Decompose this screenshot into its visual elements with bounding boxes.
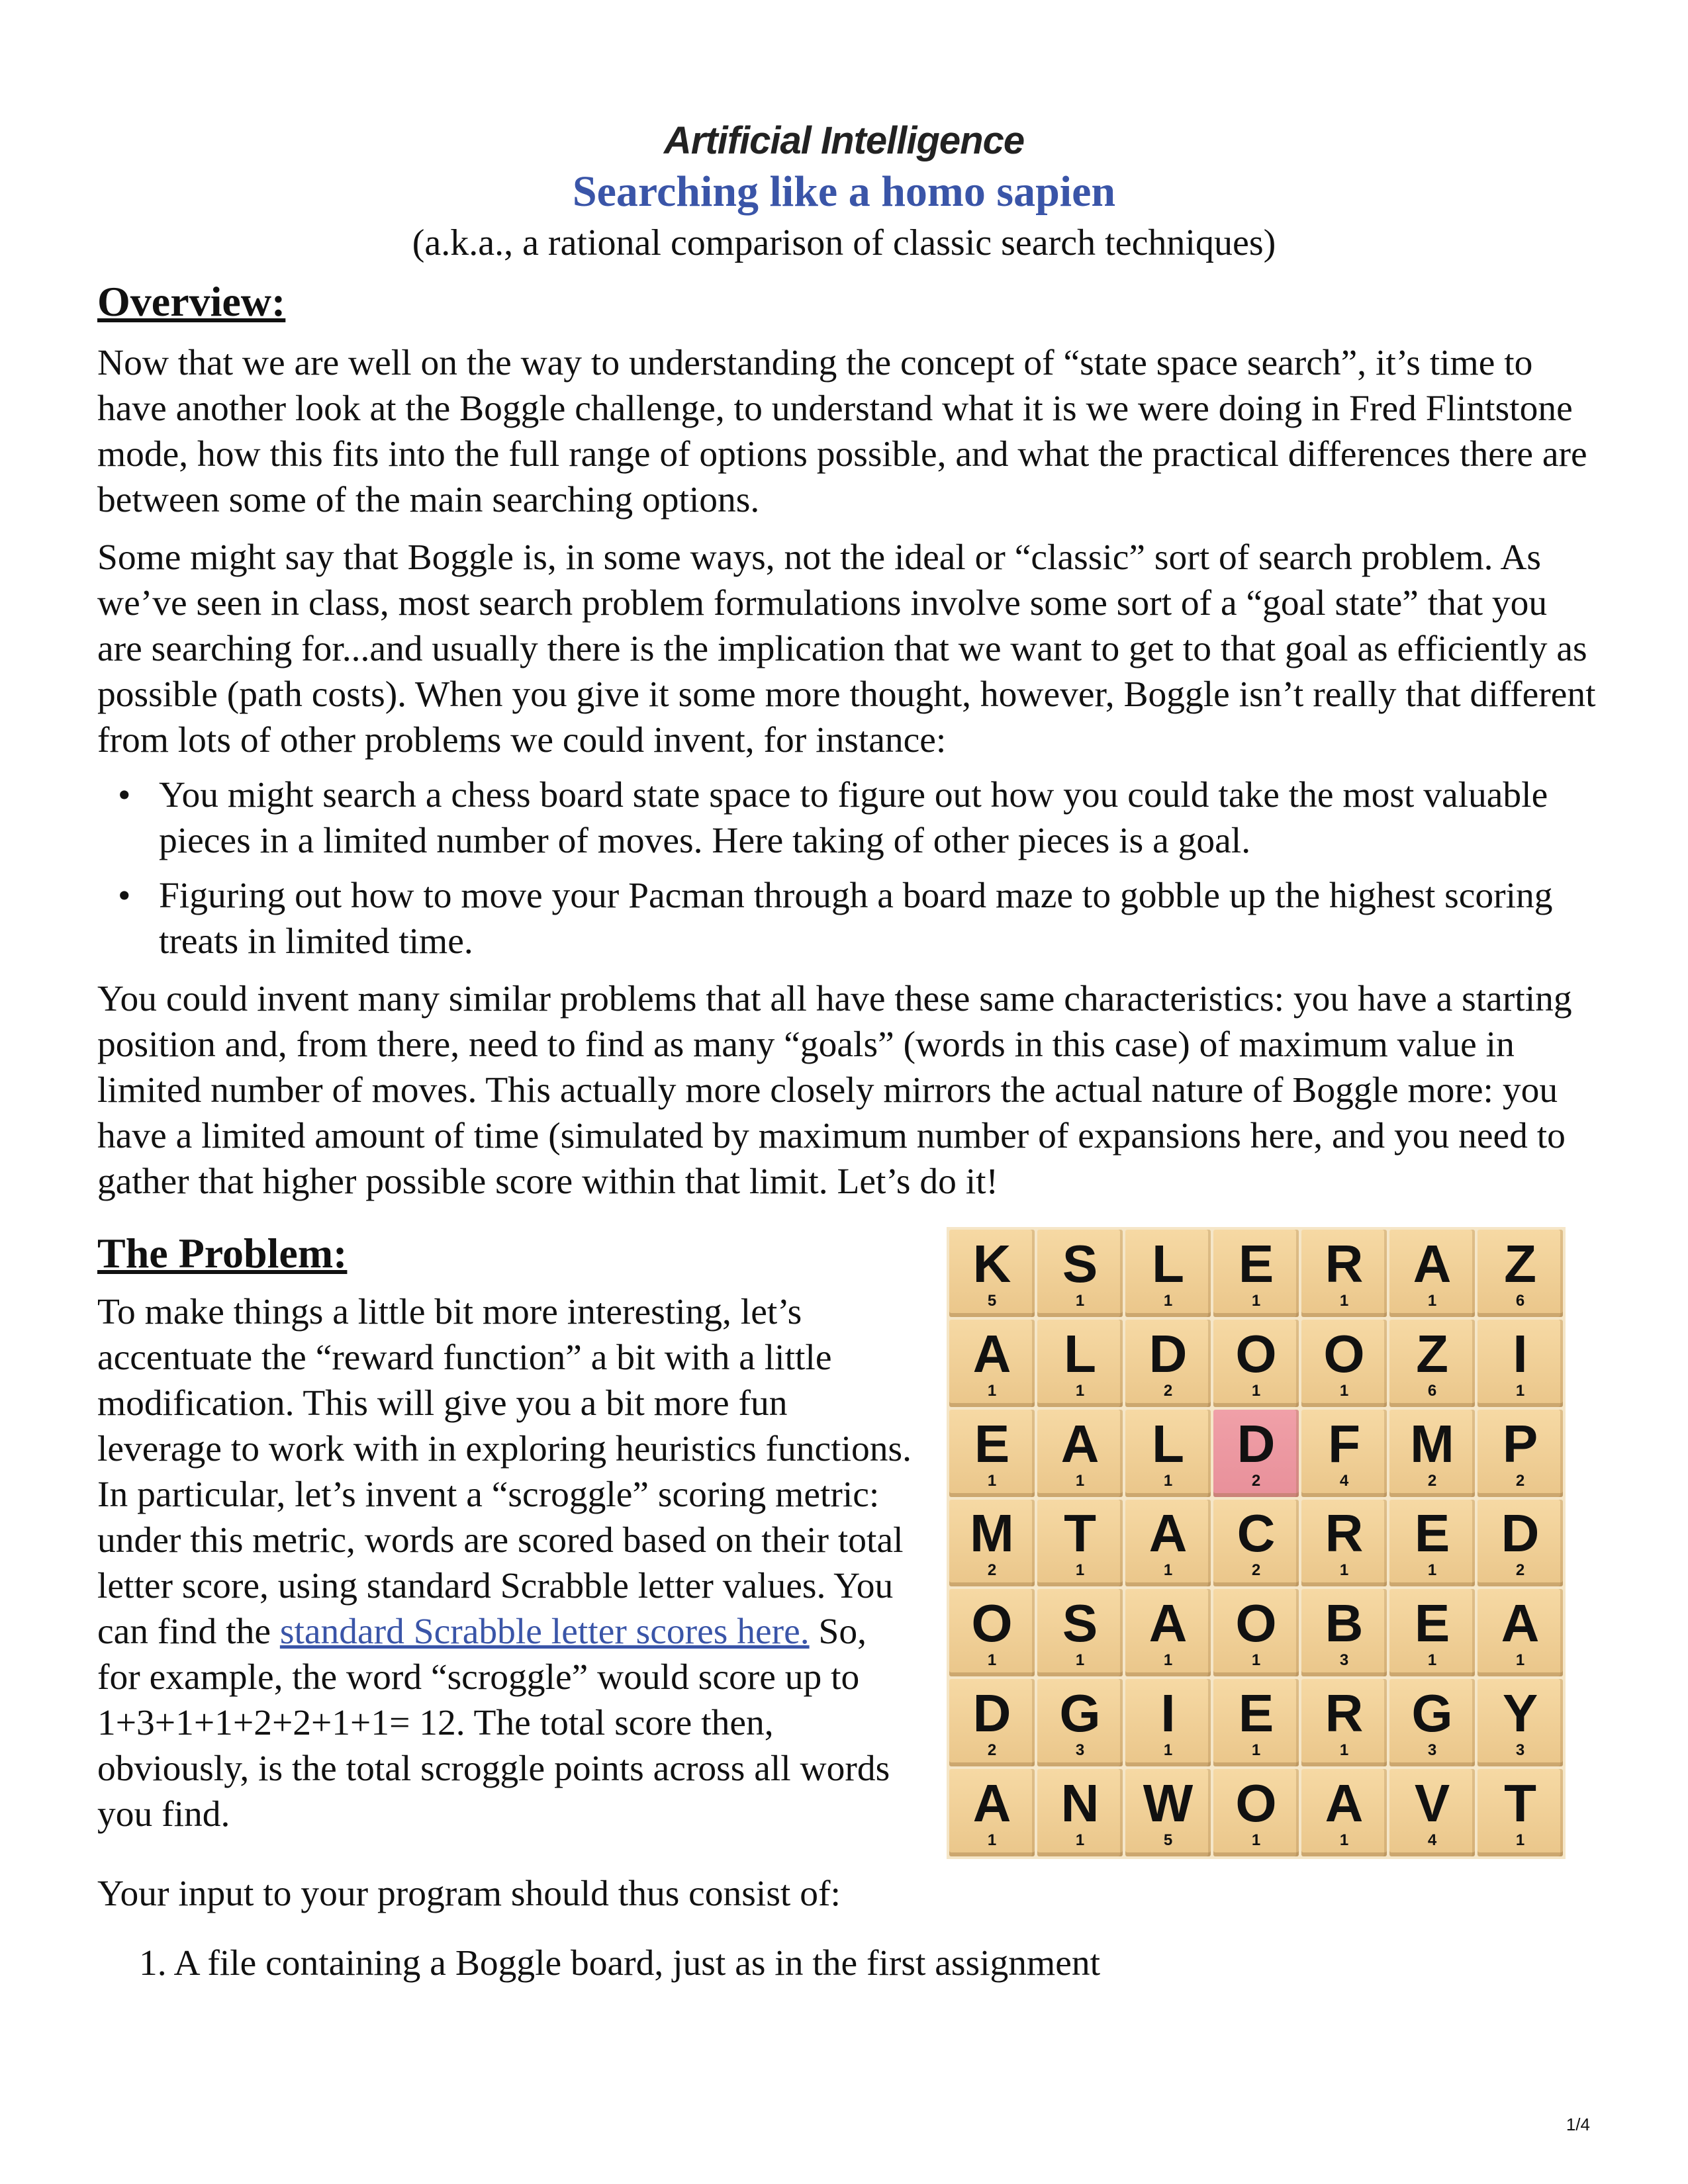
letter-tile	[1301, 1320, 1387, 1407]
tile-score: 6	[1427, 1381, 1437, 1400]
tile-score: 1	[1163, 1741, 1173, 1760]
letter-tile	[1477, 1679, 1563, 1766]
tile-score: 1	[1163, 1561, 1173, 1580]
tile-score: 1	[1339, 1381, 1349, 1400]
tile-letter: B	[1325, 1594, 1364, 1653]
tile-score: 3	[1339, 1651, 1349, 1670]
tile-letter: A	[1325, 1774, 1364, 1833]
letter-tile	[1389, 1320, 1475, 1407]
tile-score: 1	[987, 1471, 997, 1490]
tile-letter: A	[1413, 1234, 1452, 1293]
tile-score: 2	[987, 1561, 997, 1580]
problem-section	[97, 1218, 1600, 1859]
letter-tile	[1301, 1589, 1387, 1676]
tile-score: 1	[1075, 1291, 1085, 1310]
tile-score: 1	[1427, 1651, 1437, 1670]
letter-tile	[1125, 1679, 1211, 1766]
tile-score: 2	[1515, 1561, 1525, 1580]
letter-tile	[949, 1769, 1035, 1856]
tile-letter: O	[1235, 1324, 1277, 1383]
tile-score: 1	[987, 1651, 997, 1670]
tile-letter: Z	[1504, 1234, 1536, 1293]
input-list-item: 1. A file containing a Boggle board, just as in the first assignment	[139, 1943, 1101, 1983]
tile-score: 5	[987, 1291, 997, 1310]
tile-score: 1	[1163, 1471, 1173, 1490]
letter-tile	[1125, 1410, 1211, 1497]
document-title: Artificial Intelligence	[663, 119, 1025, 162]
tile-letter: S	[1062, 1234, 1098, 1293]
tile-score: 1	[1251, 1651, 1261, 1670]
tile-letter: A	[972, 1774, 1011, 1833]
tile-letter: O	[971, 1594, 1013, 1653]
letter-tile	[1037, 1769, 1123, 1856]
tile-letter: O	[1235, 1594, 1277, 1653]
tile-letter: O	[1323, 1324, 1365, 1383]
tile-score: 1	[1515, 1651, 1525, 1670]
letter-tile	[1389, 1500, 1475, 1587]
bullet-list	[97, 772, 1600, 964]
letter-tile	[1213, 1679, 1299, 1766]
tile-letter: L	[1152, 1234, 1184, 1293]
letter-tile	[1213, 1230, 1299, 1317]
tile-score: 2	[1427, 1471, 1437, 1490]
letter-tile	[1301, 1769, 1387, 1856]
document-tagline: (a.k.a., a rational comparison of classic search techniques)	[412, 222, 1276, 263]
tile-score: 1	[987, 1831, 997, 1850]
tile-letter: M	[1410, 1414, 1454, 1473]
tile-letter: P	[1502, 1414, 1538, 1473]
tile-score: 1	[1339, 1831, 1349, 1850]
letter-tile	[949, 1679, 1035, 1766]
tile-score: 1	[1339, 1291, 1349, 1310]
tile-letter: E	[1238, 1234, 1274, 1293]
overview-paragraph-3: You could invent many similar problems that all have these same characteristics: you have a starting position and, from there, need to find as many “goals” (words in this case) of maximum value in limited number of moves. This actually more closely mirrors the actual nature of Boggle more: you have a limited amount of time (simulated by maximum number of expansions here, and you need to gather that higher possible score within that limit. Let’s do it!	[97, 979, 1572, 1202]
tile-score: 2	[1251, 1471, 1261, 1490]
letter-tile	[949, 1500, 1035, 1587]
letter-tile	[1213, 1410, 1299, 1497]
tile-letter: G	[1411, 1684, 1453, 1743]
letter-tile	[949, 1230, 1035, 1317]
letter-tile	[1125, 1500, 1211, 1587]
tile-score: 1	[1075, 1471, 1085, 1490]
letter-tile	[1213, 1769, 1299, 1856]
letter-tile	[1389, 1769, 1475, 1856]
tile-letter: I	[1160, 1684, 1176, 1743]
letter-tile	[1389, 1589, 1475, 1676]
letter-tile	[949, 1320, 1035, 1407]
letter-tile	[1037, 1230, 1123, 1317]
tile-score: 1	[1427, 1291, 1437, 1310]
tile-score: 1	[987, 1381, 997, 1400]
tile-letter: G	[1059, 1684, 1101, 1743]
letter-tile	[1301, 1679, 1387, 1766]
letter-tile	[1477, 1230, 1563, 1317]
letter-tile	[1477, 1320, 1563, 1407]
tile-score: 1	[1251, 1741, 1261, 1760]
letter-tile	[1477, 1589, 1563, 1676]
bullet-item	[97, 772, 1600, 864]
tile-letter: W	[1143, 1774, 1194, 1833]
tile-score: 3	[1515, 1741, 1525, 1760]
letter-tile	[1037, 1500, 1123, 1587]
tile-score: 1	[1251, 1831, 1261, 1850]
letter-tile	[1125, 1769, 1211, 1856]
tile-letter: E	[974, 1414, 1010, 1473]
bullet-icon: •	[118, 876, 131, 916]
tile-letter: A	[972, 1324, 1011, 1383]
letter-tile	[1037, 1410, 1123, 1497]
tile-score: 1	[1075, 1561, 1085, 1580]
bullet-text: Figuring out how to move your Pacman through a board maze to gobble up the highest scoring treats in limited time.	[159, 876, 1553, 962]
bullet-item	[97, 873, 1600, 964]
tile-letter: O	[1235, 1774, 1277, 1833]
letter-tile	[1301, 1410, 1387, 1497]
input-intro: Your input to your program should thus consist of:	[97, 1874, 841, 1914]
problem-text: To make things a little bit more interesting, let’s accentuate the “reward function” a bit with a little modification. This will give you a bit more fun leverage to work with in exploring heuristics functions. In particular, let’s invent a “scroggle” scoring metric: under this metric, words are scored based on their total letter score, using standard Scrabble letter values. You can find the	[97, 1292, 912, 1652]
tile-letter: C	[1237, 1504, 1276, 1563]
tile-score: 1	[1515, 1831, 1525, 1850]
tile-letter: R	[1325, 1504, 1364, 1563]
letter-tile	[1037, 1679, 1123, 1766]
tile-score: 3	[1427, 1741, 1437, 1760]
tile-letter: F	[1328, 1414, 1360, 1473]
tile-score: 2	[987, 1741, 997, 1760]
letter-tile	[1213, 1589, 1299, 1676]
tile-letter: K	[972, 1234, 1011, 1293]
tile-letter: V	[1414, 1774, 1450, 1833]
letter-tile	[1301, 1230, 1387, 1317]
bullet-icon: •	[118, 775, 131, 815]
letter-tile	[1213, 1500, 1299, 1587]
tile-letter: T	[1504, 1774, 1536, 1833]
tile-letter: A	[1060, 1414, 1100, 1473]
tile-score: 5	[1163, 1831, 1173, 1850]
tile-score: 1	[1075, 1831, 1085, 1850]
tile-letter: I	[1513, 1324, 1528, 1383]
letter-tile	[1125, 1589, 1211, 1676]
tile-letter: E	[1238, 1684, 1274, 1743]
problem-text-continued: So, for example, the word “scroggle” would score up to 1+3+1+1+2+2+1+1= 12. The total score then, obviously, is the total scroggle points across all words you find.	[97, 1612, 890, 1835]
page-number: 1/4	[1566, 2115, 1590, 2134]
letter-tile	[1213, 1320, 1299, 1407]
tile-score: 1	[1251, 1381, 1261, 1400]
letter-tile	[1477, 1500, 1563, 1587]
bullet-text: You might search a chess board state space to figure out how you could take the most valuable pieces in a limited number of moves. Here taking of other pieces is a goal.	[159, 775, 1548, 861]
tile-letter: Z	[1416, 1324, 1448, 1383]
letter-tile	[1037, 1589, 1123, 1676]
tile-score: 2	[1515, 1471, 1525, 1490]
tile-letter: E	[1414, 1594, 1450, 1653]
letter-tile	[1301, 1500, 1387, 1587]
tile-letter: R	[1325, 1684, 1364, 1743]
tile-score: 6	[1515, 1291, 1525, 1310]
tile-letter: D	[1501, 1504, 1540, 1563]
scrabble-scores-link[interactable]: standard Scrabble letter scores here.	[279, 1612, 810, 1652]
tile-letter: D	[972, 1684, 1011, 1743]
problem-paragraph	[97, 1289, 912, 1837]
letter-tile	[1477, 1769, 1563, 1856]
tile-letter: T	[1064, 1504, 1096, 1563]
tile-score: 4	[1339, 1471, 1349, 1490]
letter-tile	[1477, 1410, 1563, 1497]
tile-letter: R	[1325, 1234, 1364, 1293]
problem-text-column	[97, 1218, 912, 1837]
tile-letter: D	[1149, 1324, 1188, 1383]
tile-letter: A	[1149, 1594, 1188, 1653]
tile-score: 3	[1075, 1741, 1085, 1760]
letter-tile	[1125, 1320, 1211, 1407]
letter-tile	[1125, 1230, 1211, 1317]
tile-score: 1	[1163, 1291, 1173, 1310]
tile-score: 1	[1515, 1381, 1525, 1400]
problem-heading: The Problem:	[97, 1230, 348, 1277]
letter-tile	[1037, 1320, 1123, 1407]
overview-heading: Overview:	[97, 278, 286, 325]
boggle-board-image	[947, 1227, 1566, 1859]
tile-score: 1	[1251, 1291, 1261, 1310]
tile-letter: A	[1501, 1594, 1540, 1653]
letter-tile	[1389, 1230, 1475, 1317]
tile-score: 1	[1075, 1381, 1085, 1400]
tile-score: 1	[1075, 1651, 1085, 1670]
letter-tile	[949, 1589, 1035, 1676]
letter-tile	[949, 1410, 1035, 1497]
overview-paragraph-2: Some might say that Boggle is, in some ways, not the ideal or “classic” sort of search problem. As we’ve seen in class, most search problem formulations involve some sort of a “goal state” that you are searching for...and usually there is the implication that we want to get to that goal as efficiently as possible (path costs). When you give it some more thought, however, Boggle isn’t really that different from lots of other problems we could invent, for instance:	[97, 537, 1596, 760]
tile-score: 2	[1251, 1561, 1261, 1580]
tile-letter: Y	[1502, 1684, 1538, 1743]
overview-paragraph-1: Now that we are well on the way to understanding the concept of “state space search”, it’s time to have another look at the Boggle challenge, to understand what it is we were doing in Fred Flintstone mode, how this fits into the full range of options possible, and what the practical differences there are between some of the main searching options.	[97, 343, 1587, 520]
tile-letter: A	[1149, 1504, 1188, 1563]
tile-letter: L	[1152, 1414, 1184, 1473]
letter-tile	[1389, 1410, 1475, 1497]
tile-letter: S	[1062, 1594, 1098, 1653]
tile-letter: N	[1060, 1774, 1100, 1833]
tile-score: 2	[1163, 1381, 1173, 1400]
tile-score: 4	[1427, 1831, 1437, 1850]
document-subtitle: Searching like a homo sapien	[572, 167, 1116, 216]
tile-letter: E	[1414, 1504, 1450, 1563]
tile-score: 1	[1163, 1651, 1173, 1670]
letter-tile	[1389, 1679, 1475, 1766]
tile-letter: D	[1237, 1414, 1276, 1473]
tile-score: 1	[1339, 1741, 1349, 1760]
tile-score: 1	[1339, 1561, 1349, 1580]
tile-score: 1	[1427, 1561, 1437, 1580]
tile-letter: M	[970, 1504, 1014, 1563]
tile-letter: L	[1064, 1324, 1096, 1383]
